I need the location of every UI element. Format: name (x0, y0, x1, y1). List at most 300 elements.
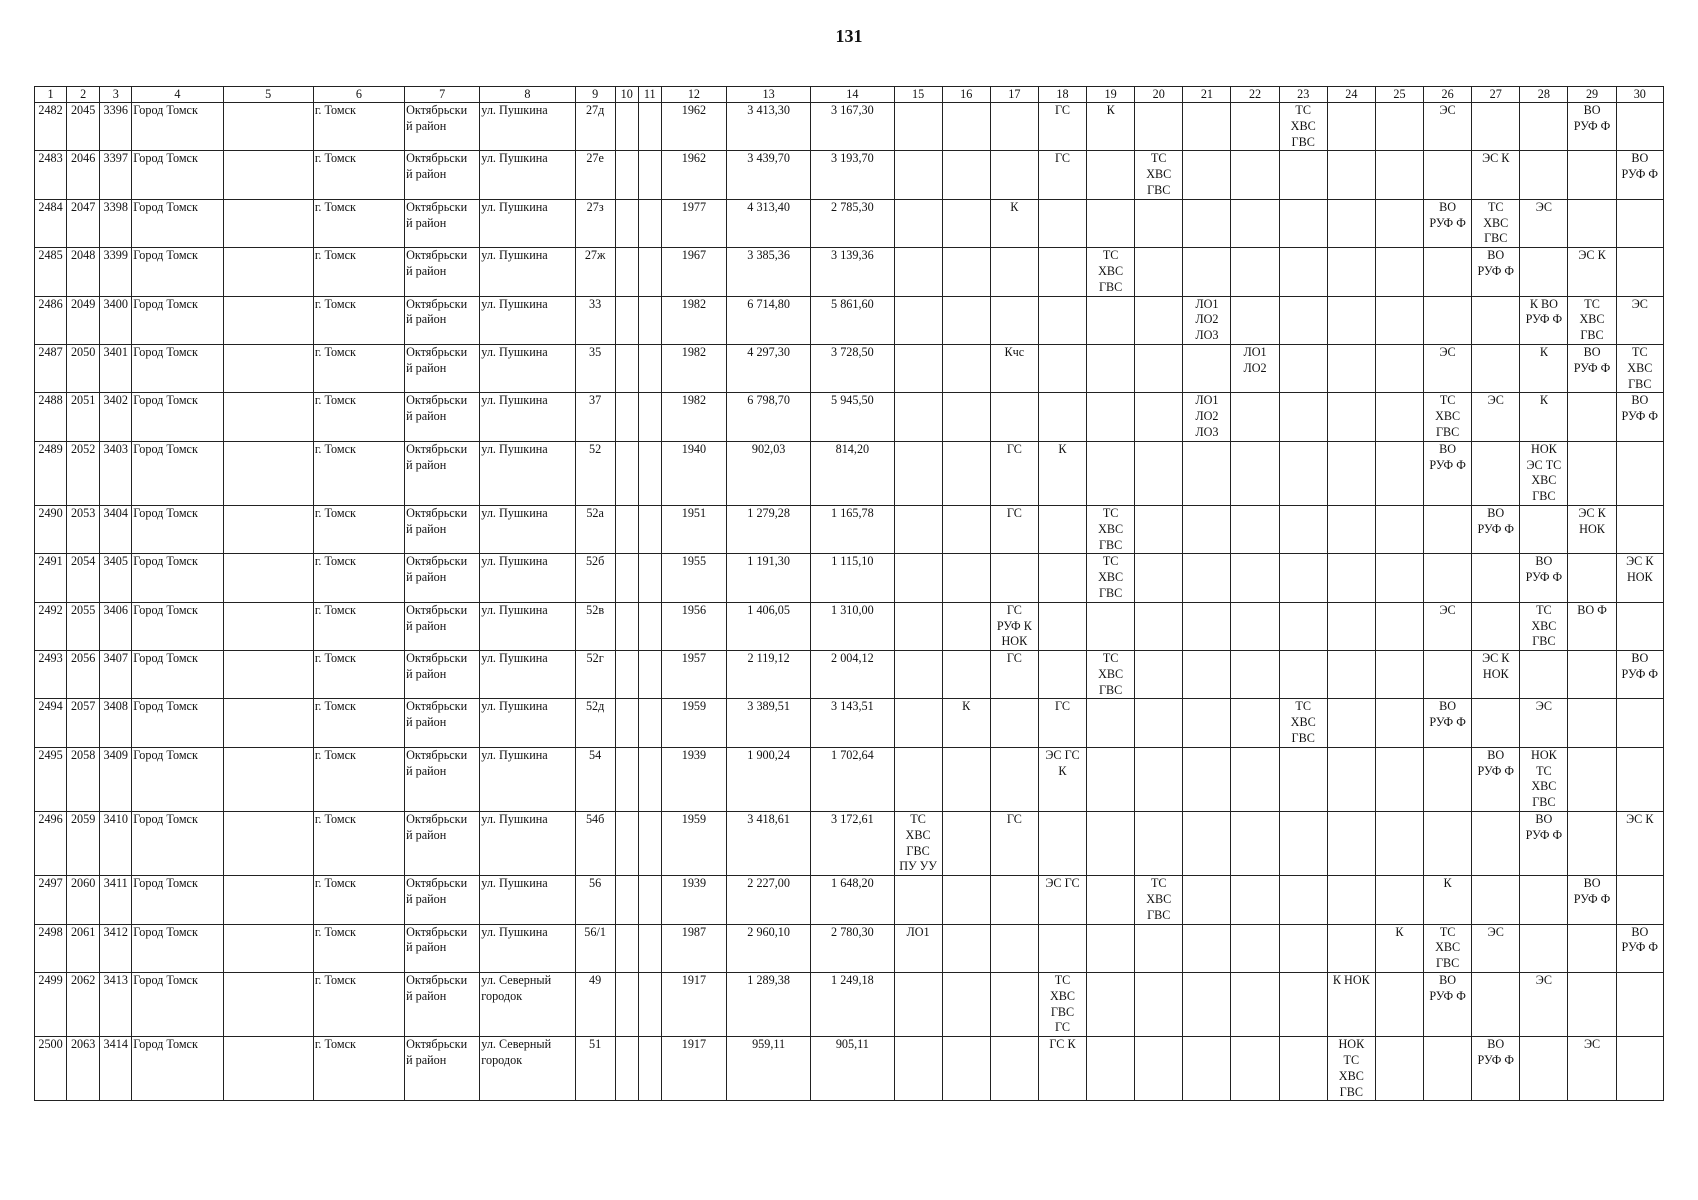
table-cell: 5 861,60 (811, 296, 894, 344)
table-cell: 3407 (100, 651, 132, 699)
table-cell (1472, 812, 1520, 876)
table-cell (1520, 1037, 1568, 1101)
table-cell: ЭС (1520, 199, 1568, 247)
table-cell (1327, 812, 1375, 876)
table-cell (223, 602, 313, 650)
table-cell: 5 945,50 (811, 393, 894, 441)
table-cell (1568, 812, 1616, 876)
table-cell (942, 248, 990, 296)
table-cell (1375, 602, 1423, 650)
table-cell: Октябрьски й район (405, 103, 480, 151)
table-cell: ул. Пушкина (480, 812, 575, 876)
table-cell (638, 651, 661, 699)
table-cell: 1 289,38 (727, 973, 811, 1037)
table-cell (990, 248, 1038, 296)
table-cell (615, 876, 638, 924)
table-cell: ул. Пушкина (480, 876, 575, 924)
table-cell (1183, 747, 1231, 811)
table-cell (638, 199, 661, 247)
table-cell: 56/1 (575, 924, 615, 972)
table-cell (615, 505, 638, 553)
table-cell (942, 1037, 990, 1101)
table-cell: ВО РУФ Ф (1568, 876, 1616, 924)
column-header: 13 (727, 87, 811, 103)
table-cell: ул. Пушкина (480, 699, 575, 747)
table-cell (1183, 1037, 1231, 1101)
table-cell (1135, 441, 1183, 505)
table-cell (1135, 812, 1183, 876)
table-cell (1279, 651, 1327, 699)
table-cell: Октябрьски й район (405, 602, 480, 650)
table-cell: ЭС (1520, 699, 1568, 747)
table-cell: ВО РУФ Ф (1616, 651, 1663, 699)
table-cell (1424, 296, 1472, 344)
table-cell (1424, 554, 1472, 602)
table-cell: 49 (575, 973, 615, 1037)
table-cell (638, 393, 661, 441)
table-cell: 1977 (661, 199, 726, 247)
table-row (35, 699, 1664, 747)
table-cell (1231, 876, 1279, 924)
table-cell (1135, 103, 1183, 151)
table-cell (1231, 393, 1279, 441)
table-cell: ул. Пушкина (480, 651, 575, 699)
table-cell (223, 554, 313, 602)
table-cell: Октябрьски й район (405, 151, 480, 199)
table-cell (1279, 924, 1327, 972)
table-cell: Город Томск (132, 554, 223, 602)
table-cell: 2055 (67, 602, 100, 650)
table-cell (1183, 441, 1231, 505)
column-header: 6 (313, 87, 404, 103)
table-cell (638, 554, 661, 602)
table-cell: ВО РУФ Ф (1424, 199, 1472, 247)
table-cell (615, 151, 638, 199)
table-cell (1375, 441, 1423, 505)
table-cell: 2493 (35, 651, 67, 699)
table-cell: Город Томск (132, 876, 223, 924)
table-cell (894, 393, 942, 441)
table-cell (1616, 103, 1663, 151)
table-cell (942, 393, 990, 441)
table-cell: 1962 (661, 151, 726, 199)
table-cell: К (990, 199, 1038, 247)
table-cell (1520, 924, 1568, 972)
table-cell (1375, 393, 1423, 441)
table-cell: ВО РУФ Ф (1472, 248, 1520, 296)
table-cell: Город Томск (132, 1037, 223, 1101)
table-cell (942, 651, 990, 699)
table-cell (1520, 248, 1568, 296)
table-cell (615, 248, 638, 296)
table-cell: ул. Пушкина (480, 344, 575, 392)
table-cell (1231, 505, 1279, 553)
table-cell (1183, 812, 1231, 876)
column-header: 28 (1520, 87, 1568, 103)
table-cell (990, 699, 1038, 747)
table-cell (990, 103, 1038, 151)
table-cell: 2499 (35, 973, 67, 1037)
table-cell (1327, 103, 1375, 151)
table-cell: ВО РУФ Ф (1520, 812, 1568, 876)
table-cell (1472, 441, 1520, 505)
table-cell (1279, 248, 1327, 296)
table-cell (1616, 602, 1663, 650)
column-header: 15 (894, 87, 942, 103)
table-cell (990, 393, 1038, 441)
table-cell: ЭС К (1616, 812, 1663, 876)
column-header: 25 (1375, 87, 1423, 103)
table-cell (1231, 441, 1279, 505)
table-cell (894, 973, 942, 1037)
table-cell (942, 103, 990, 151)
table-cell: ул. Пушкина (480, 393, 575, 441)
table-cell: 3398 (100, 199, 132, 247)
table-cell: 2497 (35, 876, 67, 924)
table-cell (894, 747, 942, 811)
table-cell: 905,11 (811, 1037, 894, 1101)
table-cell: ТС ХВС ГВС (1568, 296, 1616, 344)
column-header: 21 (1183, 87, 1231, 103)
column-header: 1 (35, 87, 67, 103)
table-cell: ГС К (1038, 1037, 1086, 1101)
table-cell: 3414 (100, 1037, 132, 1101)
table-cell (1568, 151, 1616, 199)
table-cell (638, 296, 661, 344)
table-cell: НОК ТС ХВС ГВС (1327, 1037, 1375, 1101)
table-cell: 1959 (661, 699, 726, 747)
table-cell: 902,03 (727, 441, 811, 505)
table-cell: 27е (575, 151, 615, 199)
table-cell (1472, 876, 1520, 924)
table-cell: ул. Пушкина (480, 505, 575, 553)
table-cell: 3 439,70 (727, 151, 811, 199)
table-cell (1568, 699, 1616, 747)
table-cell: ул. Пушкина (480, 199, 575, 247)
column-number-header (35, 87, 1664, 103)
table-cell (942, 344, 990, 392)
table-cell: 2048 (67, 248, 100, 296)
table-cell: 3 385,36 (727, 248, 811, 296)
table-cell: НОК ЭС ТС ХВС ГВС (1520, 441, 1568, 505)
table-cell: ГС РУФ К НОК (990, 602, 1038, 650)
table-cell: ВО РУФ Ф (1568, 344, 1616, 392)
table-cell (1568, 393, 1616, 441)
table-row (35, 602, 1664, 650)
table-cell (1568, 747, 1616, 811)
table-cell (1375, 344, 1423, 392)
table-cell: 3 418,61 (727, 812, 811, 876)
table-cell (942, 441, 990, 505)
table-cell: ГС (990, 441, 1038, 505)
table-cell: 2498 (35, 924, 67, 972)
table-cell: ул. Пушкина (480, 441, 575, 505)
table-cell: К НОК (1327, 973, 1375, 1037)
table-cell (1279, 602, 1327, 650)
table-cell (1520, 505, 1568, 553)
table-cell (223, 1037, 313, 1101)
table-cell: ТС ХВС ГВС (1135, 151, 1183, 199)
table-cell (1279, 876, 1327, 924)
table-cell: 2490 (35, 505, 67, 553)
table-cell (1087, 699, 1135, 747)
table-cell (1375, 151, 1423, 199)
table-cell: ТС ХВС ГВС (1520, 602, 1568, 650)
table-cell: 52д (575, 699, 615, 747)
table-cell: К (942, 699, 990, 747)
table-cell: ЛО1 ЛО2 (1231, 344, 1279, 392)
table-cell: 2486 (35, 296, 67, 344)
table-cell (1231, 812, 1279, 876)
table-cell (1135, 554, 1183, 602)
table-cell: Город Томск (132, 393, 223, 441)
table-cell (894, 199, 942, 247)
column-header: 27 (1472, 87, 1520, 103)
table-cell (894, 344, 942, 392)
table-cell: 3 193,70 (811, 151, 894, 199)
table-cell: ТС ХВС ГВС ГС (1038, 973, 1086, 1037)
table-cell: 3410 (100, 812, 132, 876)
table-cell: ул. Пушкина (480, 554, 575, 602)
table-cell: 1955 (661, 554, 726, 602)
table-cell: 1982 (661, 393, 726, 441)
column-header: 20 (1135, 87, 1183, 103)
table-cell: Октябрьски й район (405, 1037, 480, 1101)
table-cell (990, 151, 1038, 199)
table-row (35, 393, 1664, 441)
table-cell: Октябрьски й район (405, 699, 480, 747)
table-cell: 1962 (661, 103, 726, 151)
table-cell: ВО Ф (1568, 602, 1616, 650)
table-cell: ГС (1038, 699, 1086, 747)
table-cell (942, 924, 990, 972)
table-cell: 3405 (100, 554, 132, 602)
table-cell: ГС (1038, 151, 1086, 199)
column-header: 22 (1231, 87, 1279, 103)
table-cell: ул. Северный городок (480, 973, 575, 1037)
table-cell (1183, 973, 1231, 1037)
table-cell: Октябрьски й район (405, 651, 480, 699)
table-cell: ул. Пушкина (480, 602, 575, 650)
table-cell: г. Томск (313, 699, 404, 747)
table-cell (223, 747, 313, 811)
column-header: 5 (223, 87, 313, 103)
table-cell (1616, 747, 1663, 811)
table-cell: Город Томск (132, 812, 223, 876)
table-cell (894, 151, 942, 199)
table-cell (1616, 199, 1663, 247)
table-cell (942, 747, 990, 811)
table-cell (1231, 296, 1279, 344)
table-cell (1327, 248, 1375, 296)
table-cell: Октябрьски й район (405, 747, 480, 811)
table-cell: ул. Пушкина (480, 151, 575, 199)
table-cell: 2496 (35, 812, 67, 876)
table-cell (615, 699, 638, 747)
column-header: 16 (942, 87, 990, 103)
table-cell: Город Томск (132, 441, 223, 505)
table-cell: 3400 (100, 296, 132, 344)
table-cell: ЭС (1616, 296, 1663, 344)
table-cell (1375, 876, 1423, 924)
table-cell (1375, 747, 1423, 811)
table-cell (894, 651, 942, 699)
column-header: 3 (100, 87, 132, 103)
table-cell (638, 505, 661, 553)
table-cell (1183, 924, 1231, 972)
table-cell (1231, 151, 1279, 199)
table-cell: ул. Северный городок (480, 1037, 575, 1101)
table-cell (1327, 602, 1375, 650)
table-cell (1231, 747, 1279, 811)
column-header: 9 (575, 87, 615, 103)
table-cell: 2489 (35, 441, 67, 505)
table-cell: 52б (575, 554, 615, 602)
table-cell (990, 876, 1038, 924)
column-header: 23 (1279, 87, 1327, 103)
table-cell: 2 227,00 (727, 876, 811, 924)
table-cell (894, 554, 942, 602)
table-cell (1231, 602, 1279, 650)
table-cell (1135, 699, 1183, 747)
table-cell: 2060 (67, 876, 100, 924)
table-cell (1038, 199, 1086, 247)
table-cell: 2484 (35, 199, 67, 247)
table-cell (223, 151, 313, 199)
table-cell (615, 199, 638, 247)
table-cell: 3 139,36 (811, 248, 894, 296)
table-cell (942, 812, 990, 876)
table-cell (990, 1037, 1038, 1101)
table-cell (1375, 1037, 1423, 1101)
table-cell (615, 393, 638, 441)
table-cell (1279, 151, 1327, 199)
table-cell (1038, 505, 1086, 553)
table-cell: 54 (575, 747, 615, 811)
table-cell (638, 151, 661, 199)
table-cell: ВО РУФ Ф (1616, 151, 1663, 199)
table-row (35, 1037, 1664, 1101)
table-cell: ЭС (1520, 973, 1568, 1037)
table-cell (1424, 651, 1472, 699)
table-cell: Город Томск (132, 344, 223, 392)
table-cell: 6 714,80 (727, 296, 811, 344)
column-header: 14 (811, 87, 894, 103)
table-cell: 1 165,78 (811, 505, 894, 553)
table-cell: Город Томск (132, 747, 223, 811)
table-cell: 4 297,30 (727, 344, 811, 392)
table-cell (894, 296, 942, 344)
table-cell: г. Томск (313, 554, 404, 602)
table-row (35, 441, 1664, 505)
table-cell (1231, 699, 1279, 747)
table-cell (894, 248, 942, 296)
table-cell: ВО РУФ Ф (1520, 554, 1568, 602)
table-cell (1520, 876, 1568, 924)
table-cell: 1 648,20 (811, 876, 894, 924)
table-cell (638, 812, 661, 876)
table-cell (1424, 747, 1472, 811)
table-cell: ГС (990, 812, 1038, 876)
table-cell: 2482 (35, 103, 67, 151)
table-cell: Город Томск (132, 199, 223, 247)
table-cell (1183, 651, 1231, 699)
table-cell: Октябрьски й район (405, 296, 480, 344)
table-cell: 6 798,70 (727, 393, 811, 441)
table-cell (1038, 296, 1086, 344)
table-cell (1135, 973, 1183, 1037)
column-header: 18 (1038, 87, 1086, 103)
table-cell (1231, 248, 1279, 296)
table-cell: 2 119,12 (727, 651, 811, 699)
table-cell (1424, 812, 1472, 876)
column-header: 11 (638, 87, 661, 103)
table-cell: ул. Пушкина (480, 747, 575, 811)
table-cell: 2500 (35, 1037, 67, 1101)
table-row (35, 812, 1664, 876)
table-cell: 3406 (100, 602, 132, 650)
table-cell (1375, 973, 1423, 1037)
table-cell: г. Томск (313, 441, 404, 505)
table-cell: ТС ХВС ГВС (1424, 924, 1472, 972)
table-cell: 3402 (100, 393, 132, 441)
table-cell: 1939 (661, 876, 726, 924)
table-cell (638, 973, 661, 1037)
table-cell: ЭС ГС К (1038, 747, 1086, 811)
table-cell (1568, 651, 1616, 699)
table-cell (1327, 699, 1375, 747)
table-cell: НОК ТС ХВС ГВС (1520, 747, 1568, 811)
table-cell (1279, 1037, 1327, 1101)
table-cell: 1987 (661, 924, 726, 972)
table-cell: 2046 (67, 151, 100, 199)
table-cell: ВО РУФ Ф (1424, 699, 1472, 747)
table-cell: г. Томск (313, 1037, 404, 1101)
table-cell (638, 441, 661, 505)
table-cell (1520, 151, 1568, 199)
table-cell (894, 876, 942, 924)
table-cell (1375, 554, 1423, 602)
table-cell (1135, 651, 1183, 699)
table-cell (1279, 393, 1327, 441)
table-cell (990, 554, 1038, 602)
table-cell: 52в (575, 602, 615, 650)
table-cell (1087, 393, 1135, 441)
table-cell (1375, 296, 1423, 344)
table-cell (1279, 296, 1327, 344)
table-cell (1568, 973, 1616, 1037)
table-row (35, 296, 1664, 344)
table-cell: 3397 (100, 151, 132, 199)
table-cell (1327, 296, 1375, 344)
column-header: 8 (480, 87, 575, 103)
table-cell (1327, 747, 1375, 811)
table-cell: 1951 (661, 505, 726, 553)
table-cell: 2487 (35, 344, 67, 392)
table-cell: Город Томск (132, 699, 223, 747)
table-cell (223, 699, 313, 747)
table-cell: г. Томск (313, 344, 404, 392)
table-cell: 1 279,28 (727, 505, 811, 553)
table-cell (1472, 103, 1520, 151)
table-cell: 2494 (35, 699, 67, 747)
table-cell: 1 702,64 (811, 747, 894, 811)
table-cell: ВО РУФ Ф (1568, 103, 1616, 151)
table-cell: 2050 (67, 344, 100, 392)
table-row (35, 924, 1664, 972)
table-cell: г. Томск (313, 651, 404, 699)
table-cell: 814,20 (811, 441, 894, 505)
